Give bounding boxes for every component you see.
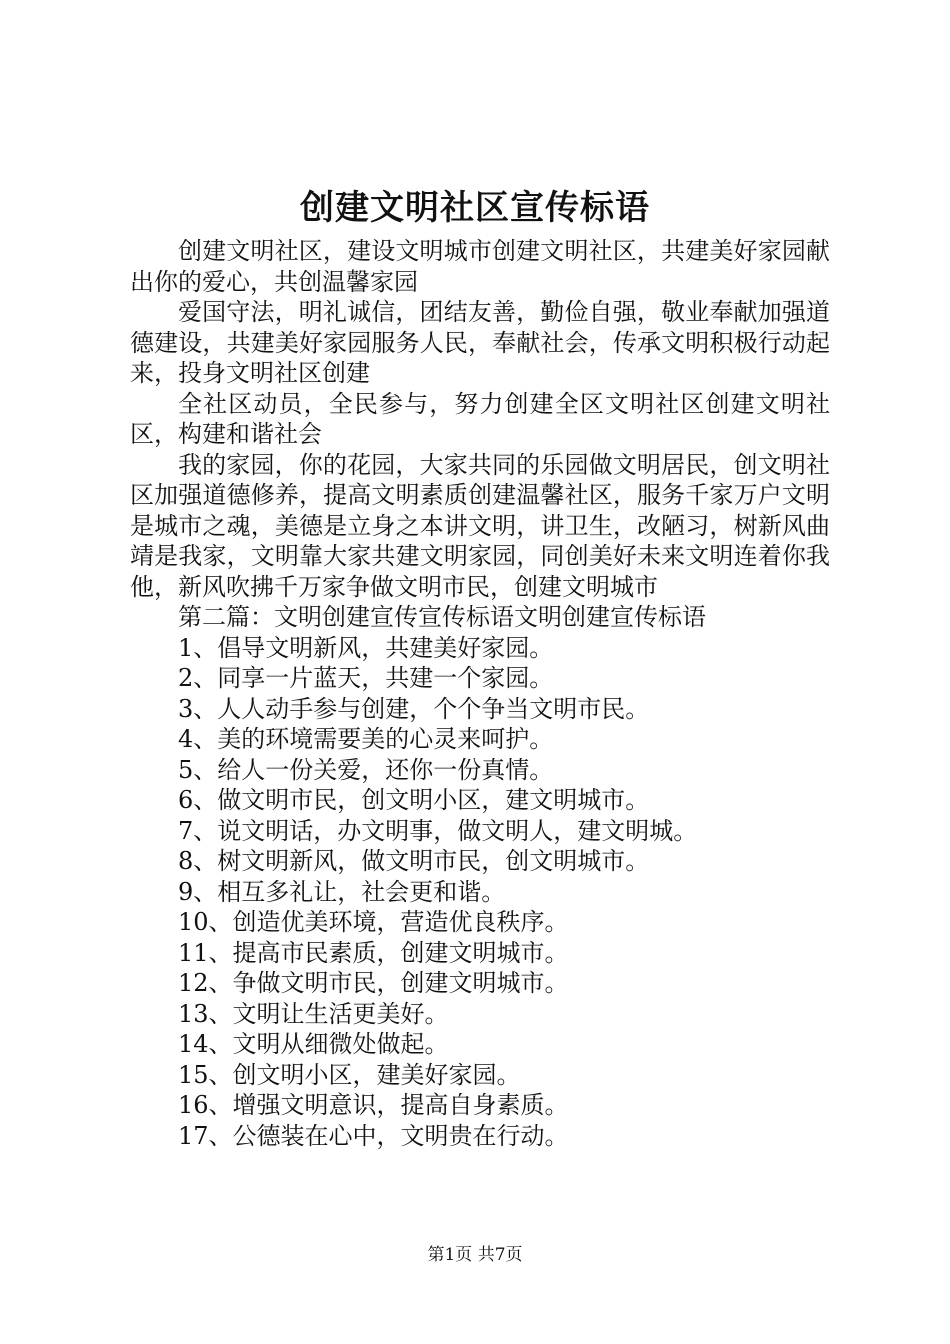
- slogan-item: 4、美的环境需要美的心灵来呵护。: [178, 725, 554, 753]
- slogan-item: 10、创造优美环境，营造优良秩序。: [178, 908, 569, 936]
- slogan-item: 6、做文明市民，创文明小区，建文明城市。: [178, 786, 650, 814]
- document-body: [130, 236, 830, 1151]
- slogan-item: 15、创文明小区，建美好家园。: [178, 1060, 521, 1089]
- slogan-item: 14、文明从细微处做起。: [178, 1030, 449, 1058]
- slogan-item: 17、公德装在心中，文明贵在行动。: [178, 1121, 569, 1150]
- slogan-item: 9、相互多礼让，社会更和谐。: [178, 877, 506, 906]
- slogan-item: 12、争做文明市民，创建文明城市。: [178, 969, 569, 997]
- slogan-item: 11、提高市民素质，创建文明城市。: [178, 938, 569, 967]
- slogan-item: 13、文明让生活更美好。: [178, 999, 449, 1028]
- slogan-item: 2、同享一片蓝天，共建一个家园。: [178, 664, 554, 692]
- paragraph: 全社区动员，全民参与，努力创建全区文明社区创建文明社区，构建和谐社会: [130, 389, 830, 448]
- paragraph: 创建文明社区，建设文明城市创建文明社区，共建美好家园献出你的爱心，共创温馨家园: [130, 237, 830, 296]
- document-title: 创建文明社区宣传标语: [300, 188, 650, 228]
- slogan-item: 5、给人一份关爱，还你一份真情。: [178, 755, 554, 784]
- page-number-footer: 第1页 共7页: [427, 1245, 523, 1265]
- paragraph: 爱国守法，明礼诚信，团结友善，勤俭自强，敬业奉献加强道德建设，共建美好家园服务人民，奉献社会，传承文明积极行动起来，投身文明社区创建: [130, 298, 830, 387]
- slogan-item: 8、树文明新风，做文明市民，创文明城市。: [178, 847, 650, 875]
- slogan-item: 7、说文明话，办文明事，做文明人，建文明城。: [178, 816, 698, 845]
- slogan-item: 3、人人动手参与创建，个个争当文明市民。: [178, 694, 650, 723]
- slogan-item: 1、倡导文明新风，共建美好家园。: [178, 633, 554, 662]
- section-heading: 第二篇：文明创建宣传宣传标语文明创建宣传标语: [178, 603, 706, 631]
- paragraph: 我的家园，你的花园，大家共同的乐园做文明居民，创文明社区加强道德修养，提高文明素质创建温馨社区，服务千家万户文明是城市之魂，美德是立身之本讲文明，讲卫生，改陋习，树新风曲靖是我家，文明靠大家共建文明家园，同创美好未来文明连着你我他，新风吹拂千万家争做文明市民，创建文明城市: [130, 450, 830, 601]
- slogan-item: 16、增强文明意识，提高自身素质。: [178, 1091, 569, 1119]
